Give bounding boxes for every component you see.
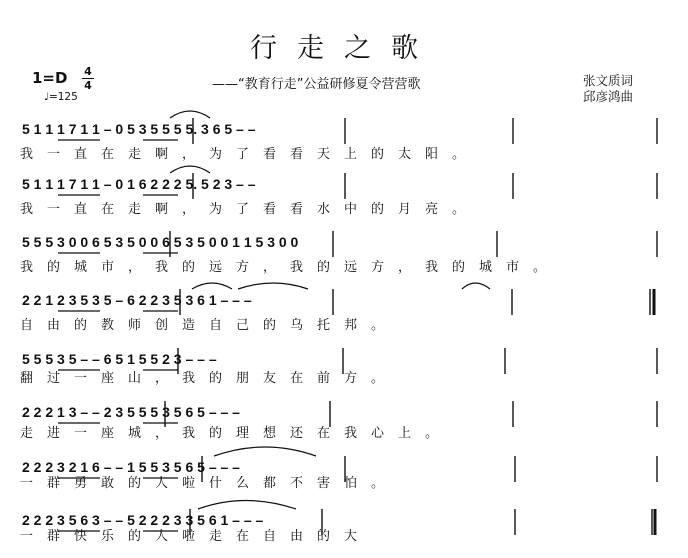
notes-row-3: 5 5 5 3 0 0 6 5 3 5 0 0 6 5 3 5 0 0 1 1 5 3 0 0 xyxy=(22,234,299,250)
notes-row-7: 2 2 2 3 2 1 6 – – 1 5 5 3 5 6 5 – – – xyxy=(22,459,240,475)
song-title: 行走之歌 xyxy=(250,33,438,64)
lyrics-row-5: 翻过一座山，我的朋友在前方。 xyxy=(20,371,399,386)
lyrics-row-8: 一群快乐的人啦走在自由的大 xyxy=(20,529,372,544)
lyrics-row-7: 一群勇敢的人啦什么都不害怕。 xyxy=(20,476,399,491)
lyrics-row-2: 我一直在走啊，为了看看水中的月亮。 xyxy=(20,202,480,217)
notes-row-6: 2 2 2 1 3 – – 2 3 5 5 5 3 5 6 5 – – – xyxy=(22,404,240,420)
slur-row-4-b xyxy=(238,283,308,289)
slur-row-4-a xyxy=(192,283,232,289)
composer-credit: 邱彦鸿曲 xyxy=(583,89,634,104)
lyrics-row-3: 我的城市，我的远方，我的远方，我的城市。 xyxy=(20,260,561,275)
slur-row-8 xyxy=(198,501,296,510)
slur-row-2 xyxy=(170,166,210,173)
slur-row-1 xyxy=(170,111,210,118)
key-signature: 1=D xyxy=(32,69,68,87)
meter-top: 4 xyxy=(84,65,92,78)
tempo-mark: ♩=125 xyxy=(44,91,78,103)
lyricist-credit: 张文质词 xyxy=(583,73,634,88)
slur-row-7 xyxy=(214,447,316,456)
notes-row-2: 5 1 1 1 7 1 1 – 0 1 6 2 2 2 5. 5 2 3 – – xyxy=(22,176,256,192)
notes-row-8: 2 2 2 3 5 6 3 – – 5 2 2 2 3 3 5 6 1 – – – xyxy=(22,512,264,528)
lyrics-row-4: 自由的教师创造自己的乌托邦。 xyxy=(20,318,399,333)
notes-row-1: 5 1 1 1 7 1 1 – 0 5 3 5 5 5 5. 3 6 5 – – xyxy=(22,121,256,137)
lyrics-row-1: 我一直在走啊，为了看看天上的太阳。 xyxy=(20,147,480,162)
song-subtitle: ——“教育行走”公益研修夏令营营歌 xyxy=(212,77,421,92)
slur-row-4-c xyxy=(462,283,490,289)
meter-bottom: 4 xyxy=(84,79,92,92)
notes-row-4: 2 2 1 2 3 5 3 5 – 6 2 2 3 5 3 6 1 – – – xyxy=(22,292,252,308)
notes-row-5: 5 5 5 3 5 – – 6 5 1 5 5 2 3 – – – xyxy=(22,351,217,367)
lyrics-row-6: 走进一座城，我的理想还在我心上。 xyxy=(20,426,453,441)
